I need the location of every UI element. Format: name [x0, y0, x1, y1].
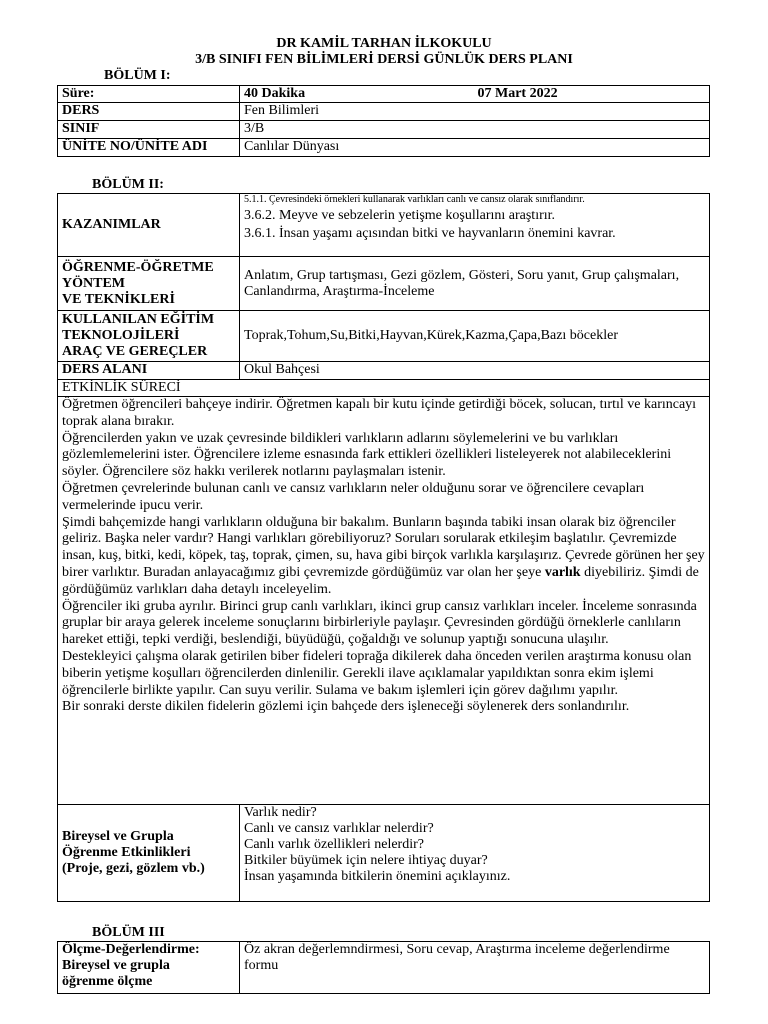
- section-2-table: [57, 193, 710, 902]
- course-label: DERS: [58, 103, 240, 121]
- individual-group-label: Bireysel ve Grupla Öğrenme Etkinlikleri (Proje, gezi, gözlem vb.): [58, 805, 240, 902]
- varlik-emphasis: varlık: [544, 564, 581, 580]
- methods-label: ÖĞRENME-ÖĞRETME YÖNTEM VE TEKNİKLERİ: [58, 257, 240, 311]
- class-label: SINIF: [58, 121, 240, 139]
- unit-value: Canlılar Dünyası: [240, 139, 710, 157]
- materials-label: KULLANILAN EĞİTİM TEKNOLOJİLERİ ARAÇ VE GEREÇLER: [58, 311, 240, 362]
- materials-value: Toprak,Tohum,Su,Bitki,Hayvan,Kürek,Kazma,Çapa,Bazı böcekler: [240, 311, 710, 362]
- section-3-heading: BÖLÜM III: [92, 925, 165, 940]
- table-row: [58, 194, 710, 257]
- question-1: Varlık nedir?: [244, 805, 317, 820]
- table-row: [58, 257, 710, 311]
- process-paragraph-4-a: Şimdi bahçemizde hangi varlıkların olduğuna bir bakalım. Bunların başında tabiki insan olarak biz öğrenciler geliriz. Başka neler vardır? Hangi varlıkları görebiliyoruz? Soruları sorularak etkileşim başlatılır. Çevremizde insan, kuş, bitki, kedi, köpek, taş, toprak, çimen, su, hava gibi birçok varlıkla karşılaşırız. Çevrede görünen her şey birer varlıktır. Buradan anlayacağımız gibi çevremizde gördüğümüz var olan her şeye: [62, 514, 705, 580]
- table-row: [58, 397, 710, 805]
- lesson-date: 07 Mart 2022: [477, 86, 558, 101]
- table-row: [58, 121, 710, 139]
- class-value: 3/B: [240, 121, 710, 139]
- school-title: DR KAMİL TARHAN İLKOKULU: [276, 36, 492, 51]
- duration-label: Süre:: [58, 86, 240, 103]
- process-paragraph-7: Bir sonraki derste dikilen fidelerin gözlemi için bahçede ders işleneceği söylenerek ders sonlandırılır.: [62, 699, 630, 715]
- course-value: Fen Bilimleri: [240, 103, 710, 121]
- table-row: [58, 139, 710, 157]
- assessment-value: Öz akran değerlemndirmesi, Soru cevap, Araştırma inceleme değerlendirme formu: [240, 942, 710, 994]
- section-1-table: [57, 85, 710, 157]
- table-row: [58, 86, 710, 103]
- table-row: [58, 942, 710, 994]
- question-3: Canlı varlık özellikleri nelerdir?: [244, 837, 424, 852]
- methods-value: Anlatım, Grup tartışması, Gezi gözlem, Gösteri, Soru yanıt, Grup çalışmaları, Canlandırma, Araştırma-İnceleme: [240, 257, 710, 311]
- area-label: DERS ALANI: [58, 362, 240, 380]
- table-row: [58, 805, 710, 902]
- outcomes-cell: [240, 194, 710, 257]
- activity-label: ETKİNLİK SÜRECİ: [58, 380, 710, 397]
- process-paragraph-6: Destekleyici çalışma olarak getirilen biber fideleri toprağa dikilerek daha önceden verilen araştırma konusu olan biberin yetişme koşulları öğrencilerden dinlenilir. Gerekli ilave açıklamalar yapıldıktan sonra ekim işlemi öğrencilerle birlikte yapılır. Can suyu verilir. Sulama ve bakım işlemleri için görev dağılımı yapılır.: [62, 648, 692, 698]
- question-5: İnsan yaşamında bitkilerin önemini açıklayınız.: [244, 869, 511, 884]
- area-value: Okul Bahçesi: [240, 362, 710, 380]
- duration-value: 40 Dakika: [244, 86, 306, 101]
- outcome-3: 3.6.1. İnsan yaşamı açısından bitki ve hayvanların önemini kavrar.: [244, 226, 616, 241]
- plan-title: 3/B SINIFI FEN BİLİMLERİ DERSİ GÜNLÜK DERS PLANI: [195, 52, 573, 67]
- process-paragraph-4: [62, 515, 705, 599]
- section-2-heading: BÖLÜM II:: [92, 177, 164, 192]
- duration-cell: [240, 86, 710, 103]
- section-1-heading: BÖLÜM I:: [104, 68, 171, 83]
- unit-label: ÜNİTE NO/ÜNİTE ADI: [58, 139, 240, 157]
- activity-process: [58, 397, 710, 805]
- table-row: [58, 380, 710, 397]
- assessment-label: Ölçme-Değerlendirme: Bireysel ve grupla öğrenme ölçme: [58, 942, 240, 994]
- outcome-2: 3.6.2. Meyve ve sebzelerin yetişme koşullarını araştırır.: [244, 208, 556, 223]
- process-paragraph-2: Öğrencilerden yakın ve uzak çevresinde bildikleri varlıkların adlarını söylemelerini ve bu varlıkları gözlemlemelerini ister. Öğrencilere izleme esnasında fark ettikleri özellikleri listeleyerek not alabileceklerini söyler. Öğrencilere söz hakkı verilerek notlarını paylaşmaları istenir.: [62, 430, 672, 480]
- table-row: [58, 362, 710, 380]
- outcomes-label: KAZANIMLAR: [58, 194, 240, 257]
- questions-cell: [240, 805, 710, 902]
- question-2: Canlı ve cansız varlıklar nelerdir?: [244, 821, 434, 836]
- process-paragraph-5: Öğrenciler iki gruba ayrılır. Birinci grup canlı varlıkları, ikinci grup cansız varlıkları inceler. İnceleme sonrasında gruplar bir araya gelerek inceleme sonuçlarını birbirleriyle paylaşır. Çevresinden gördüğü örneklerle canlıların hareket ettiği, tepki verdiği, beslendiği, büyüdüğü, çoğaldığı ve solunup yaptığı sonucuna ulaşılır.: [62, 598, 697, 648]
- process-paragraph-3: Öğretmen çevrelerinde bulunan canlı ve cansız varlıkların neler olduğunu sorar ve öğrencilere cevapları vermelerinde ipucu verir.: [62, 480, 645, 513]
- outcome-1: 5.1.1. Çevresindeki örnekleri kullanarak varlıkları canlı ve cansız olarak sınıflandırır.: [244, 194, 585, 205]
- section-3-table: [57, 941, 710, 994]
- question-4: Bitkiler büyümek için nelere ihtiyaç duyar?: [244, 853, 488, 868]
- process-paragraph-1: Öğretmen öğrencileri bahçeye indirir. Öğretmen kapalı bir kutu içinde getirdiği böcek, solucan, tırtıl ve karıncayı toprak alana bırakır.: [62, 397, 697, 429]
- table-row: [58, 311, 710, 362]
- table-row: [58, 103, 710, 121]
- process-paragraph-4-c: diyebiliriz. Şimdi de gördüğümüz varlıkları daha detaylı inceleyelim.: [62, 564, 699, 597]
